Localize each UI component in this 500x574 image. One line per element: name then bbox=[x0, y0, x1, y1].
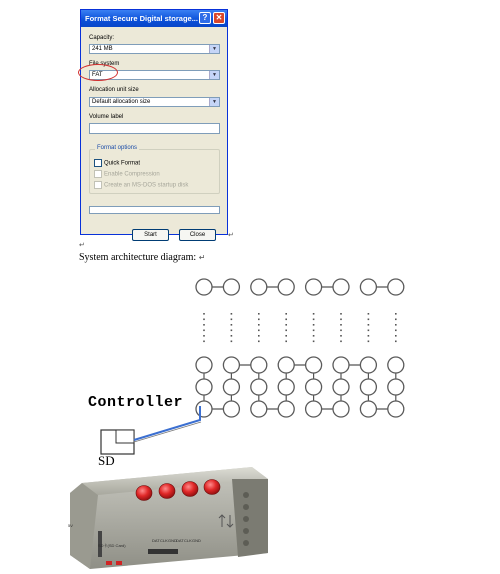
terminal-label: CLK bbox=[184, 538, 192, 543]
led-pixel bbox=[388, 401, 404, 417]
continuation-dot bbox=[368, 319, 370, 321]
paragraph-mark: ↵ bbox=[79, 241, 85, 249]
chevron-down-icon: ▼ bbox=[209, 98, 219, 106]
continuation-dot bbox=[368, 335, 370, 337]
caption-text: System architecture diagram: bbox=[79, 252, 197, 263]
controller-label: Controller bbox=[88, 394, 184, 411]
continuation-dot bbox=[368, 330, 370, 332]
terminal-label: DAT bbox=[152, 538, 160, 543]
continuation-dot bbox=[285, 335, 287, 337]
led-pixel bbox=[251, 279, 267, 295]
led-pixel bbox=[388, 357, 404, 373]
led-pixel bbox=[306, 379, 322, 395]
power-connector bbox=[116, 561, 122, 565]
led-pixel bbox=[388, 279, 404, 295]
close-button[interactable]: Close bbox=[179, 229, 216, 241]
led-pixel bbox=[360, 357, 376, 373]
terminal-label: CLK bbox=[160, 538, 168, 543]
continuation-dot bbox=[258, 313, 260, 315]
continuation-dot bbox=[203, 335, 205, 337]
red-push-button bbox=[204, 480, 220, 495]
continuation-dot bbox=[368, 341, 370, 343]
continuation-dot bbox=[340, 319, 342, 321]
led-pixel bbox=[251, 379, 267, 395]
close-icon: ✕ bbox=[215, 13, 223, 22]
continuation-dot bbox=[203, 319, 205, 321]
led-pixel bbox=[223, 401, 239, 417]
led-pixel bbox=[196, 357, 212, 373]
allocation-label: Allocation unit size bbox=[89, 87, 139, 93]
continuation-dot bbox=[340, 313, 342, 315]
help-icon: ? bbox=[202, 13, 208, 22]
terminal-label: GND bbox=[192, 538, 201, 543]
chevron-down-icon: ▼ bbox=[209, 45, 219, 53]
led-pixel bbox=[251, 357, 267, 373]
enable-compression-label: Enable Compression bbox=[104, 171, 160, 178]
led-pixel bbox=[196, 379, 212, 395]
terminal-label: GND bbox=[168, 538, 177, 543]
capacity-value: 241 MB bbox=[92, 46, 113, 52]
continuation-dot bbox=[395, 324, 397, 326]
start-button[interactable]: Start bbox=[132, 229, 169, 241]
led-pixel bbox=[196, 279, 212, 295]
led-pixel bbox=[388, 379, 404, 395]
capacity-label: Capacity: bbox=[89, 35, 115, 41]
continuation-dot bbox=[231, 335, 233, 337]
continuation-dot bbox=[231, 313, 233, 315]
format-options-label: Format options bbox=[97, 145, 138, 151]
paragraph-mark: ↵ bbox=[228, 231, 234, 239]
power-connector bbox=[106, 561, 112, 565]
dialog-title: Format Secure Digital storage... bbox=[85, 14, 198, 23]
led-pixel bbox=[333, 379, 349, 395]
terminal-block bbox=[232, 479, 268, 557]
continuation-dot bbox=[313, 341, 315, 343]
volume-label: Volume label bbox=[89, 114, 124, 120]
continuation-dot bbox=[368, 324, 370, 326]
paragraph-mark: ↵ bbox=[198, 253, 206, 262]
power-label: 5V bbox=[68, 523, 73, 528]
led-pixel bbox=[278, 279, 294, 295]
continuation-dot bbox=[231, 330, 233, 332]
continuation-dot bbox=[313, 324, 315, 326]
continuation-dot bbox=[285, 330, 287, 332]
led-pixel bbox=[306, 357, 322, 373]
allocation-value: Default allocation size bbox=[92, 99, 151, 105]
sd-label: SD bbox=[98, 453, 115, 468]
filesystem-label: File system bbox=[89, 61, 120, 67]
continuation-dot bbox=[285, 313, 287, 315]
continuation-dot bbox=[313, 335, 315, 337]
filesystem-value: FAT bbox=[92, 72, 103, 78]
continuation-dot bbox=[340, 324, 342, 326]
led-pixel bbox=[278, 357, 294, 373]
continuation-dot bbox=[285, 341, 287, 343]
sd-card-slot bbox=[148, 549, 178, 554]
data-wire bbox=[134, 406, 200, 440]
continuation-dot bbox=[313, 319, 315, 321]
continuation-dot bbox=[258, 324, 260, 326]
continuation-dot bbox=[258, 319, 260, 321]
red-push-button bbox=[136, 486, 152, 501]
continuation-dot bbox=[313, 313, 315, 315]
continuation-dot bbox=[285, 319, 287, 321]
led-pixel bbox=[333, 279, 349, 295]
led-pixel bbox=[278, 401, 294, 417]
continuation-dot bbox=[395, 313, 397, 315]
continuation-dot bbox=[203, 341, 205, 343]
led-pixel bbox=[360, 379, 376, 395]
continuation-dot bbox=[395, 341, 397, 343]
quick-format-label: Quick Format bbox=[104, 160, 141, 167]
continuation-dot bbox=[258, 330, 260, 332]
continuation-dot bbox=[395, 335, 397, 337]
continuation-dot bbox=[340, 341, 342, 343]
sd-card-slot-label: SD卡(SD Card) bbox=[98, 543, 126, 548]
led-pixel bbox=[223, 279, 239, 295]
continuation-dot bbox=[203, 324, 205, 326]
led-pixel bbox=[196, 401, 212, 417]
led-pixel bbox=[223, 379, 239, 395]
led-pixel-grid bbox=[196, 279, 404, 417]
led-pixel bbox=[223, 357, 239, 373]
msdos-startup-label: Create an MS-DOS startup disk bbox=[104, 182, 189, 189]
continuation-dot bbox=[340, 335, 342, 337]
red-push-button bbox=[159, 484, 175, 499]
continuation-dot bbox=[203, 313, 205, 315]
continuation-dot bbox=[395, 319, 397, 321]
continuation-dot bbox=[285, 324, 287, 326]
terminal-label: DAT bbox=[176, 538, 184, 543]
led-pixel bbox=[278, 379, 294, 395]
led-pixel bbox=[333, 401, 349, 417]
continuation-dot bbox=[231, 341, 233, 343]
continuation-dot bbox=[340, 330, 342, 332]
continuation-dot bbox=[258, 341, 260, 343]
data-wire-shadow bbox=[134, 422, 201, 442]
led-pixel bbox=[360, 279, 376, 295]
led-pixel bbox=[251, 401, 267, 417]
continuation-dot bbox=[258, 335, 260, 337]
continuation-dot bbox=[231, 319, 233, 321]
led-pixel bbox=[360, 401, 376, 417]
continuation-dot bbox=[203, 330, 205, 332]
continuation-dot bbox=[395, 330, 397, 332]
red-push-button bbox=[182, 482, 198, 497]
controller-device-photo bbox=[62, 461, 280, 574]
continuation-dot bbox=[313, 330, 315, 332]
continuation-dot bbox=[231, 324, 233, 326]
continuation-dot bbox=[368, 313, 370, 315]
sd-card-icon bbox=[101, 430, 134, 454]
led-pixel bbox=[333, 357, 349, 373]
led-pixel bbox=[306, 279, 322, 295]
chevron-down-icon: ▼ bbox=[209, 71, 219, 79]
led-pixel bbox=[306, 401, 322, 417]
